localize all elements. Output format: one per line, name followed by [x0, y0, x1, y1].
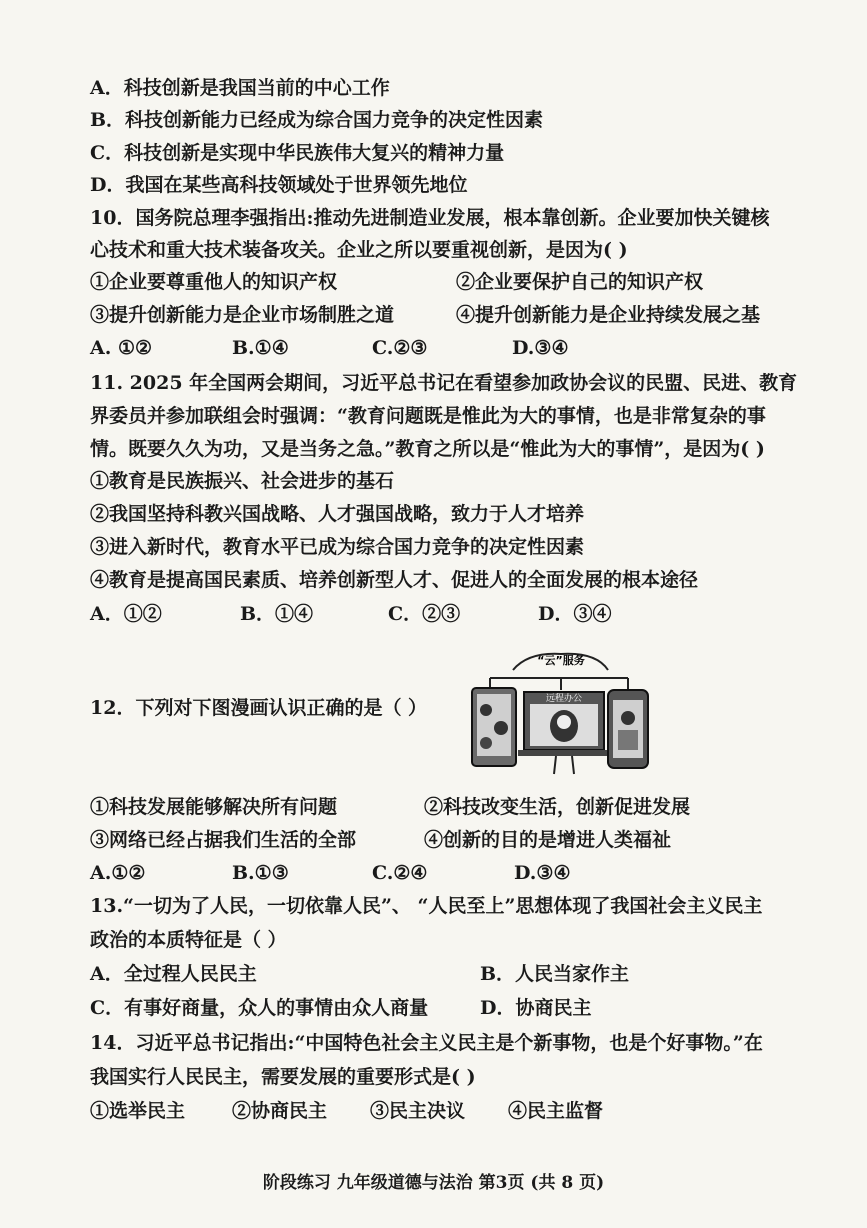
q10-choice-b: B.①④: [232, 337, 289, 359]
q12-choice-c: C.②④: [372, 862, 428, 884]
q12-item-3: ③网络已经占据我们生活的全部: [90, 829, 357, 851]
q10-choice-d: D.③④: [512, 337, 569, 359]
q10-choice-c: C.②③: [372, 337, 428, 359]
q14-item-1: ①选举民主: [90, 1100, 186, 1122]
q12-item-1: ①科技发展能够解决所有问题: [90, 796, 338, 818]
q13-stem-line2: 政治的本质特征是（ ）: [90, 929, 287, 951]
q13-stem-line1: 13.“一切为了人民，一切依靠人民”、 “人民至上”思想体现了我国社会主义民主: [90, 895, 763, 917]
q12-choice-d: D.③④: [514, 862, 571, 884]
q11-item-3: ③进入新时代，教育水平已成为综合国力竞争的决定性因素: [90, 536, 585, 558]
q11-choice-c: C．②③: [388, 603, 461, 625]
cloud-service-cartoon: [468, 648, 654, 778]
q9-option-a: A．科技创新是我国当前的中心工作: [90, 77, 390, 99]
cartoon-illustration: [468, 648, 654, 778]
q10-stem-line2: 心技术和重大技术装备攻关。企业之所以要重视创新，是因为( ): [90, 239, 628, 261]
q11-choice-b: B．①④: [240, 603, 314, 625]
q11-stem-line3: 情。既要久久为功，又是当务之急。”教育之所以是“惟此为大的事情”，是因为( ): [90, 438, 765, 460]
q10-item-4: ④提升创新能力是企业持续发展之基: [456, 304, 761, 326]
q13-choice-c: C．有事好商量，众人的事情由众人商量: [90, 997, 429, 1019]
q11-stem-line2: 界委员并参加联组会时强调：“教育问题既是惟此为大的事情，也是非常复杂的事: [90, 405, 766, 427]
q12-choice-a: A.①②: [90, 862, 146, 884]
q11-stem-line1: 11. 2025 年全国两会期间，习近平总书记在看望参加政协会议的民盟、民进、教育: [90, 372, 798, 394]
q14-item-3: ③民主决议: [370, 1100, 466, 1122]
q11-choice-a: A．①②: [90, 603, 162, 625]
cartoon-screen-text: 远程办公: [545, 694, 583, 704]
q14-stem-line1: 14．习近平总书记指出:“中国特色社会主义民主是个新事物，也是个好事物。”在: [90, 1032, 763, 1054]
q11-item-1: ①教育是民族振兴、社会进步的基石: [90, 470, 395, 492]
q9-option-d: D．我国在某些高科技领域处于世界领先地位: [90, 174, 468, 196]
q12-choice-b: B.①③: [232, 862, 289, 884]
q14-item-2: ②协商民主: [232, 1100, 328, 1122]
cartoon-title-text: “云”服务: [537, 654, 585, 667]
q12-item-2: ②科技改变生活，创新促进发展: [424, 796, 691, 818]
q10-item-2: ②企业要保护自己的知识产权: [456, 271, 704, 293]
q14-item-4: ④民主监督: [508, 1100, 604, 1122]
q9-option-c: C．科技创新是实现中华民族伟大复兴的精神力量: [90, 142, 505, 164]
page-footer: 阶段练习 九年级道德与法治 第3页 (共 8 页): [262, 1173, 605, 1193]
q13-choice-d: D．协商民主: [480, 997, 592, 1019]
q11-choice-d: D．③④: [538, 603, 612, 625]
q10-stem-line1: 10．国务院总理李强指出:推动先进制造业发展，根本靠创新。企业要加快关键核: [90, 207, 770, 229]
q10-choice-a: A. ①②: [90, 337, 153, 359]
q12-item-4: ④创新的目的是增进人类福祉: [424, 829, 672, 851]
q13-choice-a: A．全过程人民民主: [90, 963, 257, 985]
q10-item-3: ③提升创新能力是企业市场制胜之道: [90, 304, 395, 326]
q14-stem-line2: 我国实行人民民主，需要发展的重要形式是( ): [90, 1066, 476, 1088]
q9-option-b: B．科技创新能力已经成为综合国力竞争的决定性因素: [90, 109, 544, 131]
q11-item-2: ②我国坚持科教兴国战略、人才强国战略，致力于人才培养: [90, 503, 585, 525]
q12-stem: 12．下列对下图漫画认识正确的是（ ）: [90, 697, 428, 719]
q13-choice-b: B．人民当家作主: [480, 963, 630, 985]
q11-item-4: ④教育是提高国民素质、培养创新型人才、促进人的全面发展的根本途径: [90, 569, 699, 591]
q10-item-1: ①企业要尊重他人的知识产权: [90, 271, 338, 293]
